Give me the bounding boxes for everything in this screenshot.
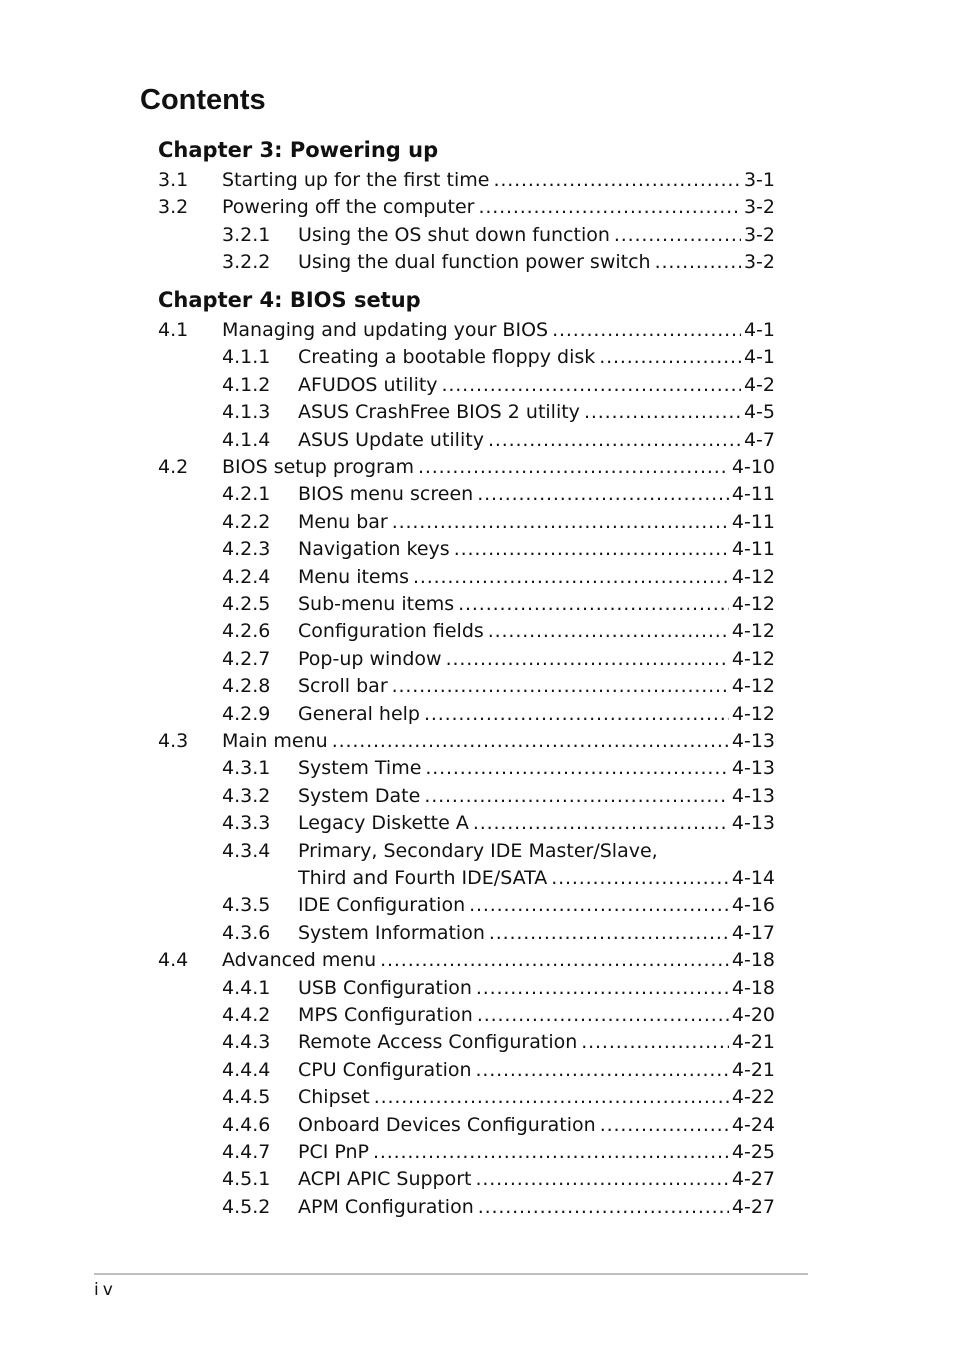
toc-entry-leader: [298, 399, 775, 426]
dot-leader: [478, 194, 740, 221]
toc-entry-number: 3.2: [158, 196, 189, 219]
toc-entry-leader: [298, 673, 775, 700]
dot-leader: [477, 481, 729, 508]
toc-entry-title: Primary, Secondary IDE Master/Slave,: [298, 839, 658, 862]
toc-entry[interactable]: [158, 1194, 775, 1221]
dot-leader: [477, 1002, 729, 1029]
dot-leader: [469, 892, 729, 919]
toc-entry-number: 4.4.4: [222, 1058, 271, 1081]
dot-leader: [446, 646, 729, 673]
toc-entry-number: 3.1: [158, 169, 189, 191]
toc-entry-leader: [298, 1166, 775, 1193]
toc-entry[interactable]: [158, 317, 775, 344]
toc-entry-page: 4-18: [729, 947, 775, 974]
toc-entry-leader: [298, 646, 775, 673]
toc-entry-title: USB Configuration: [298, 975, 476, 1002]
toc-entry-leader: [298, 892, 775, 919]
toc-entry-page: 3-1: [741, 167, 775, 194]
toc-entry-leader: [298, 509, 775, 536]
toc-entry-leader: [298, 536, 775, 563]
toc-entry-number: 4.1.1: [222, 346, 271, 369]
toc-entry-leader: [298, 481, 775, 508]
toc-entry-page: 4-12: [729, 673, 775, 700]
toc-entry[interactable]: [158, 975, 775, 1002]
toc-entry-number: 4.5.2: [222, 1195, 271, 1218]
toc-entry-title: AFUDOS utility: [298, 372, 442, 399]
toc-entry-title: Using the OS shut down function: [298, 222, 614, 249]
toc-entry-page: 4-2: [741, 372, 775, 399]
dot-leader: [489, 920, 729, 947]
toc-entry-number: 4.3.2: [222, 784, 271, 807]
toc-entry-title: Pop-up window: [298, 646, 446, 673]
toc-entry-number: 4.3.3: [222, 812, 271, 835]
toc-entry[interactable]: [158, 481, 775, 508]
toc-entry[interactable]: [158, 920, 775, 947]
toc-entry[interactable]: [158, 646, 775, 673]
toc-entry-title: Advanced menu: [222, 947, 380, 974]
toc-entry-number: 4.3.6: [222, 921, 271, 944]
toc-entry[interactable]: [158, 1139, 775, 1166]
toc-entry-page: 4-12: [729, 646, 775, 673]
toc-entry[interactable]: [158, 564, 775, 591]
toc-entry-leader: [298, 701, 775, 728]
toc-entry-page: 4-22: [729, 1084, 775, 1111]
chapter-3-heading: Chapter 3: Powering up: [158, 138, 439, 162]
toc-entry-page: 4-10: [729, 454, 775, 481]
toc-entry[interactable]: [158, 1166, 775, 1193]
toc-entry-number: 4.1: [158, 319, 189, 341]
dot-leader: [476, 1166, 729, 1193]
toc-entry[interactable]: [158, 701, 775, 728]
toc-entry-leader: [298, 344, 775, 371]
toc-entry-title: Main menu: [222, 728, 332, 755]
toc-entry-title: Menu bar: [298, 509, 392, 536]
dot-leader: [614, 222, 741, 249]
toc-entry-title: Managing and updating your BIOS: [222, 317, 552, 344]
toc-entry-page: 4-25: [729, 1139, 775, 1166]
toc-entry[interactable]: [158, 427, 775, 454]
dot-leader: [493, 167, 740, 194]
dot-leader: [488, 427, 741, 454]
toc-entry-title: PCI PnP: [298, 1139, 373, 1166]
toc-entry-leader: [298, 783, 775, 810]
toc-entry-title: Remote Access Configuration: [298, 1029, 581, 1056]
toc-entry-page: 4-17: [729, 920, 775, 947]
toc-entry[interactable]: [158, 728, 775, 755]
toc-entry-title: Onboard Devices Configuration: [298, 1112, 600, 1139]
toc-entry-leader: [222, 728, 775, 755]
toc-entry-title: APM Configuration: [298, 1194, 478, 1221]
toc-entry-page: 4-13: [729, 810, 775, 837]
toc-entry-page: 4-27: [729, 1194, 775, 1221]
toc-entry-leader: [298, 591, 775, 618]
toc-entry-page: 3-2: [741, 249, 775, 276]
toc-entry[interactable]: [158, 892, 775, 919]
toc-entry-number: 4.1.4: [222, 428, 271, 451]
toc-entry-title: Sub-menu items: [298, 591, 458, 618]
toc-entry-number: 4.3.1: [222, 757, 271, 780]
toc-entry-number: 4.2.9: [222, 702, 271, 725]
toc-entry-title: System Time: [298, 755, 425, 782]
toc-entry-number: 4.1.2: [222, 373, 271, 396]
dot-leader: [473, 810, 729, 837]
toc-entry[interactable]: [158, 249, 775, 276]
toc-entry-title: Powering off the computer: [222, 194, 478, 221]
toc-entry-title: MPS Configuration: [298, 1002, 477, 1029]
toc-entry-title-cont: Third and Fourth IDE/SATA: [298, 865, 551, 892]
toc-entry[interactable]: [158, 947, 775, 974]
toc-entry-number: 4.2.6: [222, 620, 271, 643]
toc-entry[interactable]: [158, 1112, 775, 1139]
toc-entry[interactable]: [158, 399, 775, 426]
toc-entry-page: 4-1: [741, 344, 775, 371]
toc-entry[interactable]: [158, 838, 775, 865]
toc-entry-page: 4-7: [741, 427, 775, 454]
toc-entry-page: 4-12: [729, 591, 775, 618]
dot-leader: [424, 783, 729, 810]
toc-entry-page: 4-20: [729, 1002, 775, 1029]
toc-entry-title: Navigation keys: [298, 536, 454, 563]
dot-leader: [655, 249, 741, 276]
toc-entry-number: 4.2.5: [222, 593, 271, 615]
toc-entry-leader: [298, 975, 775, 1002]
toc-entry-title: ASUS CrashFree BIOS 2 utility: [298, 399, 584, 426]
dot-leader: [424, 701, 729, 728]
toc-entry-number: 4.2.1: [222, 483, 271, 506]
toc-entry-page: 4-12: [729, 564, 775, 591]
dot-leader: [418, 454, 729, 481]
toc-entry[interactable]: [158, 618, 775, 645]
toc-entry-page: 4-11: [729, 509, 775, 536]
toc-entry-title: Using the dual function power switch: [298, 249, 655, 276]
toc-entry[interactable]: [158, 783, 775, 810]
dot-leader: [478, 1194, 729, 1221]
toc-entry-number: 3.2.2: [222, 251, 271, 274]
toc-entry-leader: [222, 947, 775, 974]
toc-entry-number: 4.4.7: [222, 1141, 271, 1163]
toc-entry-leader: [222, 454, 775, 481]
toc-entry-leader: [298, 1194, 775, 1221]
toc-entry-title: Creating a bootable floppy disk: [298, 344, 599, 371]
toc-entry-title: General help: [298, 701, 424, 728]
page-number: iv: [94, 1280, 117, 1300]
toc-entry-number: 4.4: [158, 949, 189, 972]
dot-leader: [600, 1112, 729, 1139]
dot-leader: [332, 728, 729, 755]
dot-leader: [392, 509, 729, 536]
toc-entry-leader: [298, 865, 775, 892]
dot-leader: [425, 755, 728, 782]
toc-entry[interactable]: [158, 222, 775, 249]
toc-entry-leader: [298, 564, 775, 591]
toc-entry-page: 4-21: [729, 1029, 775, 1056]
toc-entry-title: CPU Configuration: [298, 1057, 476, 1084]
toc-entry-title: ACPI APIC Support: [298, 1166, 476, 1193]
dot-leader: [373, 1139, 729, 1166]
toc-entry-number: 3.2.1: [222, 223, 271, 246]
toc-entry-leader: [298, 1029, 775, 1056]
dot-leader: [476, 975, 729, 1002]
toc-entry[interactable]: [158, 673, 775, 700]
toc-entry-page: 4-18: [729, 975, 775, 1002]
toc-entry-title: Configuration fields: [298, 618, 488, 645]
toc-entry[interactable]: [158, 194, 775, 221]
toc-entry-leader: [298, 427, 775, 454]
toc-entry-leader: [222, 317, 775, 344]
toc-entry-number: 4.2.8: [222, 675, 271, 698]
toc-entry-page: 4-1: [741, 317, 775, 344]
dot-leader: [454, 536, 729, 563]
toc-entry-page: 4-24: [729, 1112, 775, 1139]
toc-entry-leader: [222, 194, 775, 221]
toc-entry-leader: [298, 1084, 775, 1111]
toc-entry-title: System Information: [298, 920, 489, 947]
toc-entry[interactable]: [158, 509, 775, 536]
toc-entry-title: Starting up for the first time: [222, 167, 493, 194]
toc-entry-leader: [298, 755, 775, 782]
toc-entry-page: 4-16: [729, 892, 775, 919]
toc-entry[interactable]: [158, 454, 775, 481]
toc-entry-number: 4.3: [158, 730, 189, 752]
toc-entry-number: 4.2.7: [222, 647, 271, 670]
toc-entry-page: 4-12: [729, 701, 775, 728]
dot-leader: [552, 317, 741, 344]
toc-entry-page: 4-13: [729, 783, 775, 810]
chapter-4-heading: Chapter 4: BIOS setup: [158, 288, 421, 312]
toc-entry-page: 4-13: [729, 728, 775, 755]
toc-entry-page: 4-11: [729, 536, 775, 563]
toc-entry-leader: [298, 810, 775, 837]
toc-entry-page: 4-12: [729, 618, 775, 645]
toc-entry-number: 4.5.1: [222, 1168, 271, 1191]
dot-leader: [599, 344, 741, 371]
toc-entry-number: 4.3.5: [222, 894, 271, 917]
dot-leader: [476, 1057, 729, 1084]
toc-entry[interactable]: [158, 1029, 775, 1056]
toc-entry-title: BIOS setup program: [222, 454, 418, 481]
toc-entry-title: IDE Configuration: [298, 892, 469, 919]
toc-entry-leader: [298, 920, 775, 947]
toc-entry-page: 4-21: [729, 1057, 775, 1084]
toc-entry-number: 4.2: [158, 456, 189, 478]
toc-entry-title: Scroll bar: [298, 673, 392, 700]
toc-entry-number: 4.4.5: [222, 1086, 271, 1109]
toc-entry[interactable]: [158, 344, 775, 371]
toc-entry-title: System Date: [298, 783, 424, 810]
toc-entry[interactable]: [158, 372, 775, 399]
toc-entry-page: 4-13: [729, 755, 775, 782]
toc-entry-number: 4.4.6: [222, 1113, 271, 1136]
toc-entry[interactable]: [158, 536, 775, 563]
toc-entry-continuation[interactable]: [158, 865, 775, 892]
dot-leader: [413, 564, 729, 591]
toc-entry-number: 4.4.2: [222, 1004, 271, 1026]
toc-entry-page: 3-2: [741, 194, 775, 221]
toc-entry[interactable]: [158, 1057, 775, 1084]
dot-leader: [584, 399, 741, 426]
dot-leader: [581, 1029, 729, 1056]
toc-entry-title: Chipset: [298, 1084, 374, 1111]
toc-entry-number: 4.3.4: [222, 839, 271, 862]
toc-entry[interactable]: [158, 167, 775, 194]
dot-leader: [442, 372, 741, 399]
toc-entry-leader: [298, 1002, 775, 1029]
toc-entry-title: ASUS Update utility: [298, 427, 488, 454]
toc-entry-page: 4-5: [741, 399, 775, 426]
toc-entry-number: 4.2.3: [222, 538, 271, 561]
dot-leader: [551, 865, 729, 892]
dot-leader: [458, 591, 729, 618]
footer-divider: [94, 1273, 808, 1275]
toc-entry-number: 4.2.4: [222, 565, 271, 588]
toc-entry-leader: [222, 167, 775, 194]
page-title: Contents: [140, 84, 266, 116]
toc-entry-leader: [298, 1057, 775, 1084]
toc-entry-title: Menu items: [298, 564, 413, 591]
toc-entry-leader: [298, 249, 775, 276]
toc-entry-leader: [298, 222, 775, 249]
toc-entry-number: 4.2.2: [222, 510, 271, 533]
toc-entry-leader: [298, 1139, 775, 1166]
toc-entry[interactable]: [158, 755, 775, 782]
toc-entry-page: 3-2: [741, 222, 775, 249]
toc-entry-leader: [298, 1112, 775, 1139]
dot-leader: [374, 1084, 729, 1111]
toc-entry-title: BIOS menu screen: [298, 481, 477, 508]
toc-entry-leader: [298, 618, 775, 645]
toc-entry-page: 4-27: [729, 1166, 775, 1193]
toc-entry-number: 4.4.1: [222, 976, 271, 999]
dot-leader: [380, 947, 729, 974]
toc-entry-title: Legacy Diskette A: [298, 810, 473, 837]
toc-entry-page: 4-11: [729, 481, 775, 508]
toc-entry[interactable]: [158, 1084, 775, 1111]
toc-entry-page: 4-14: [729, 865, 775, 892]
toc-entry[interactable]: [158, 810, 775, 837]
toc-entry[interactable]: [158, 1002, 775, 1029]
toc-entry-number: 4.4.3: [222, 1031, 271, 1054]
toc-entry-number: 4.1.3: [222, 401, 271, 424]
dot-leader: [392, 673, 729, 700]
dot-leader: [488, 618, 729, 645]
toc-entry-leader: [298, 372, 775, 399]
toc-entry[interactable]: [158, 591, 775, 618]
